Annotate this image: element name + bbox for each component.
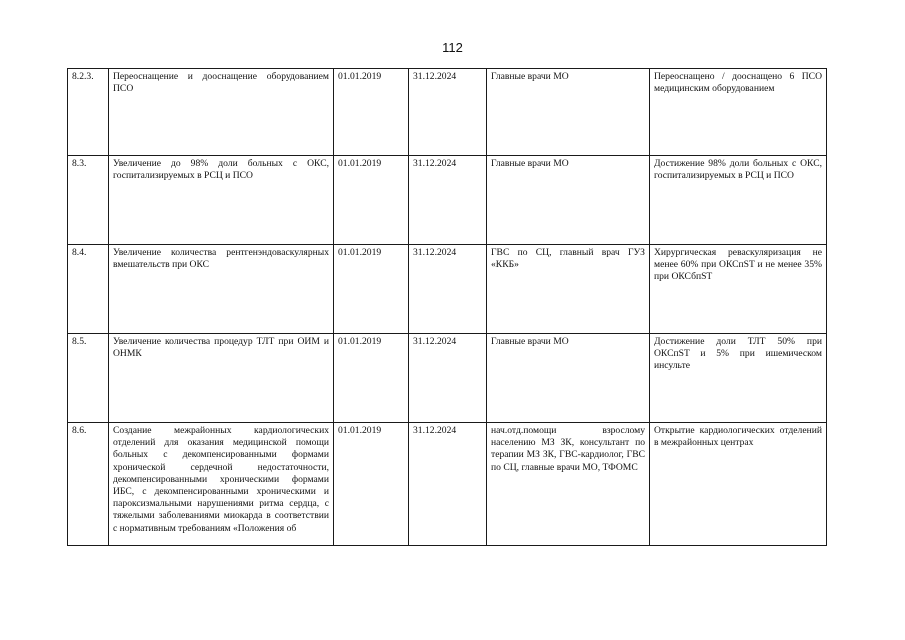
row-number: 8.5.: [68, 334, 109, 423]
end-date-cell: 31.12.2024: [409, 423, 487, 546]
result-cell: Достижение доли ТЛТ 50% при ОКСпST и 5% при ишемическом инсульте: [650, 334, 827, 423]
start-date-cell: 01.01.2019: [334, 69, 409, 156]
responsible-cell: Главные врачи МО: [487, 334, 650, 423]
table-row: [68, 423, 827, 546]
responsible-cell: Главные врачи МО: [487, 156, 650, 245]
responsible-cell: ГВС по СЦ, главный врач ГУЗ «ККБ»: [487, 245, 650, 334]
result-cell: Хирургическая реваскуляризация не менее 60% при ОКСпST и не менее 35% при ОКСбпST: [650, 245, 827, 334]
activity-cell: Увеличение количества рентгенэндоваскулярных вмешательств при ОКС: [109, 245, 334, 334]
responsible-cell: нач.отд.помощи взрослому населению МЗ ЗК, консультант по терапии МЗ ЗК, ГВС-кардиолог, ГВС по СЦ, главные врачи МО, ТФОМС: [487, 423, 650, 546]
result-cell: Открытие кардиологических отделений в межрайонных центрах: [650, 423, 827, 546]
activity-cell: Создание межрайонных кардиологических отделений для оказания медицинской помощи больных с декомпенсированными формами хронической сердечной недостаточности, декомпенсированными хроническими формами ИБС, с декомпенсированными хроническими и пароксизмальными нарушениями ритма сердца, с тяжелыми заболеваниями миокарда в соответствии с нормативным требованиям «Положения об: [109, 423, 334, 546]
table-row: [68, 245, 827, 334]
row-number: 8.6.: [68, 423, 109, 546]
responsible-cell: Главные врачи МО: [487, 69, 650, 156]
end-date-cell: 31.12.2024: [409, 245, 487, 334]
start-date-cell: 01.01.2019: [334, 245, 409, 334]
activity-cell: Увеличение до 98% доли больных с ОКС, госпитализируемых в РСЦ и ПСО: [109, 156, 334, 245]
activity-cell: Увеличение количества процедур ТЛТ при ОИМ и ОНМК: [109, 334, 334, 423]
row-number: 8.2.3.: [68, 69, 109, 156]
end-date-cell: 31.12.2024: [409, 69, 487, 156]
result-cell: Переоснащено / дооснащено 6 ПСО медицинским оборудованием: [650, 69, 827, 156]
result-cell: Достижение 98% доли больных с ОКС, госпитализируемых в РСЦ и ПСО: [650, 156, 827, 245]
table-row: [68, 156, 827, 245]
table-row: [68, 69, 827, 156]
start-date-cell: 01.01.2019: [334, 334, 409, 423]
row-number: 8.4.: [68, 245, 109, 334]
end-date-cell: 31.12.2024: [409, 334, 487, 423]
table-row: [68, 334, 827, 423]
row-number: 8.3.: [68, 156, 109, 245]
end-date-cell: 31.12.2024: [409, 156, 487, 245]
activities-table: [67, 68, 827, 546]
page-number: 112: [442, 40, 463, 55]
activity-cell: Переоснащение и дооснащение оборудованием ПСО: [109, 69, 334, 156]
start-date-cell: 01.01.2019: [334, 156, 409, 245]
start-date-cell: 01.01.2019: [334, 423, 409, 546]
